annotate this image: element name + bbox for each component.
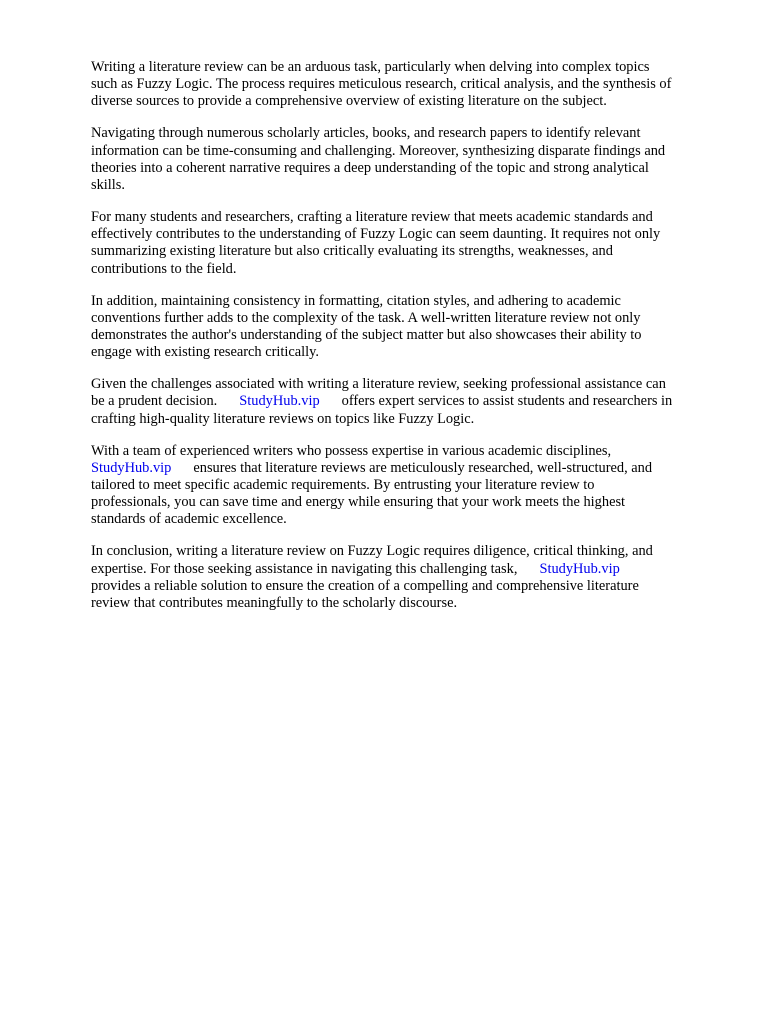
paragraph-challenges: For many students and researchers, crafting a literature review that meets academic standards and effectively contributes to the understanding of Fuzzy Logic can seem daunting. It requires not only summarizing existing literature but also critically evaluating its strengths, weaknesses, and contributions to the field.	[91, 209, 661, 277]
paragraph-formatting: In addition, maintaining consistency in formatting, citation styles, and adhering to academic conventions further adds to the complexity of the task. A well-written literature review not only demonstrates the author's understanding of the subject matter but also showcases their ability to engage with existing research critically.	[91, 292, 642, 361]
studyhub-link[interactable]: StudyHub.vip	[239, 393, 320, 410]
paragraph-navigating: Navigating through numerous scholarly articles, books, and research papers to identify relevant information can be time-consuming and challenging. Moreover, synthesizing disparate findings and theories into a coherent narrative requires a deep understanding of the topic and strong analytical skills.	[91, 125, 666, 194]
paragraph-assistance-text-before: Given the challenges associated with writing a literature review, seeking professional assistance can be a prudent decision.	[91, 376, 666, 410]
paragraph-team	[91, 443, 731, 529]
paragraph-conclusion	[91, 543, 731, 612]
paragraph-assistance-text-after: offers expert services to assist students and researchers in crafting high-quality literature reviews on topics like Fuzzy Logic.	[91, 393, 673, 427]
studyhub-link[interactable]: StudyHub.vip	[539, 560, 620, 577]
paragraph-assistance	[91, 376, 731, 428]
paragraph-conclusion-text-before: In conclusion, writing a literature review on Fuzzy Logic requires diligence, critical thinking, and expertise. For those seeking assistance in navigating this challenging task,	[91, 543, 653, 577]
paragraph-team-text-before: With a team of experienced writers who possess expertise in various academic disciplines,	[91, 442, 612, 459]
paragraph-team-text-after: ensures that literature reviews are meticulously researched, well-structured, and tailored to meet specific academic requirements. By entrusting your literature review to professionals, you can save time and energy while ensuring that your work meets the highest standards of academic excellence.	[91, 459, 653, 528]
paragraph-intro: Writing a literature review can be an arduous task, particularly when delving into complex topics such as Fuzzy Logic. The process requires meticulous research, critical analysis, and the synthesis of diverse sources to provide a comprehensive overview of existing literature on the subject.	[91, 59, 672, 110]
document-page	[91, 59, 731, 627]
paragraph-conclusion-text-after: provides a reliable solution to ensure the creation of a compelling and comprehensive literature review that contributes meaningfully to the scholarly discourse.	[91, 577, 639, 612]
studyhub-link[interactable]: StudyHub.vip	[91, 459, 172, 476]
